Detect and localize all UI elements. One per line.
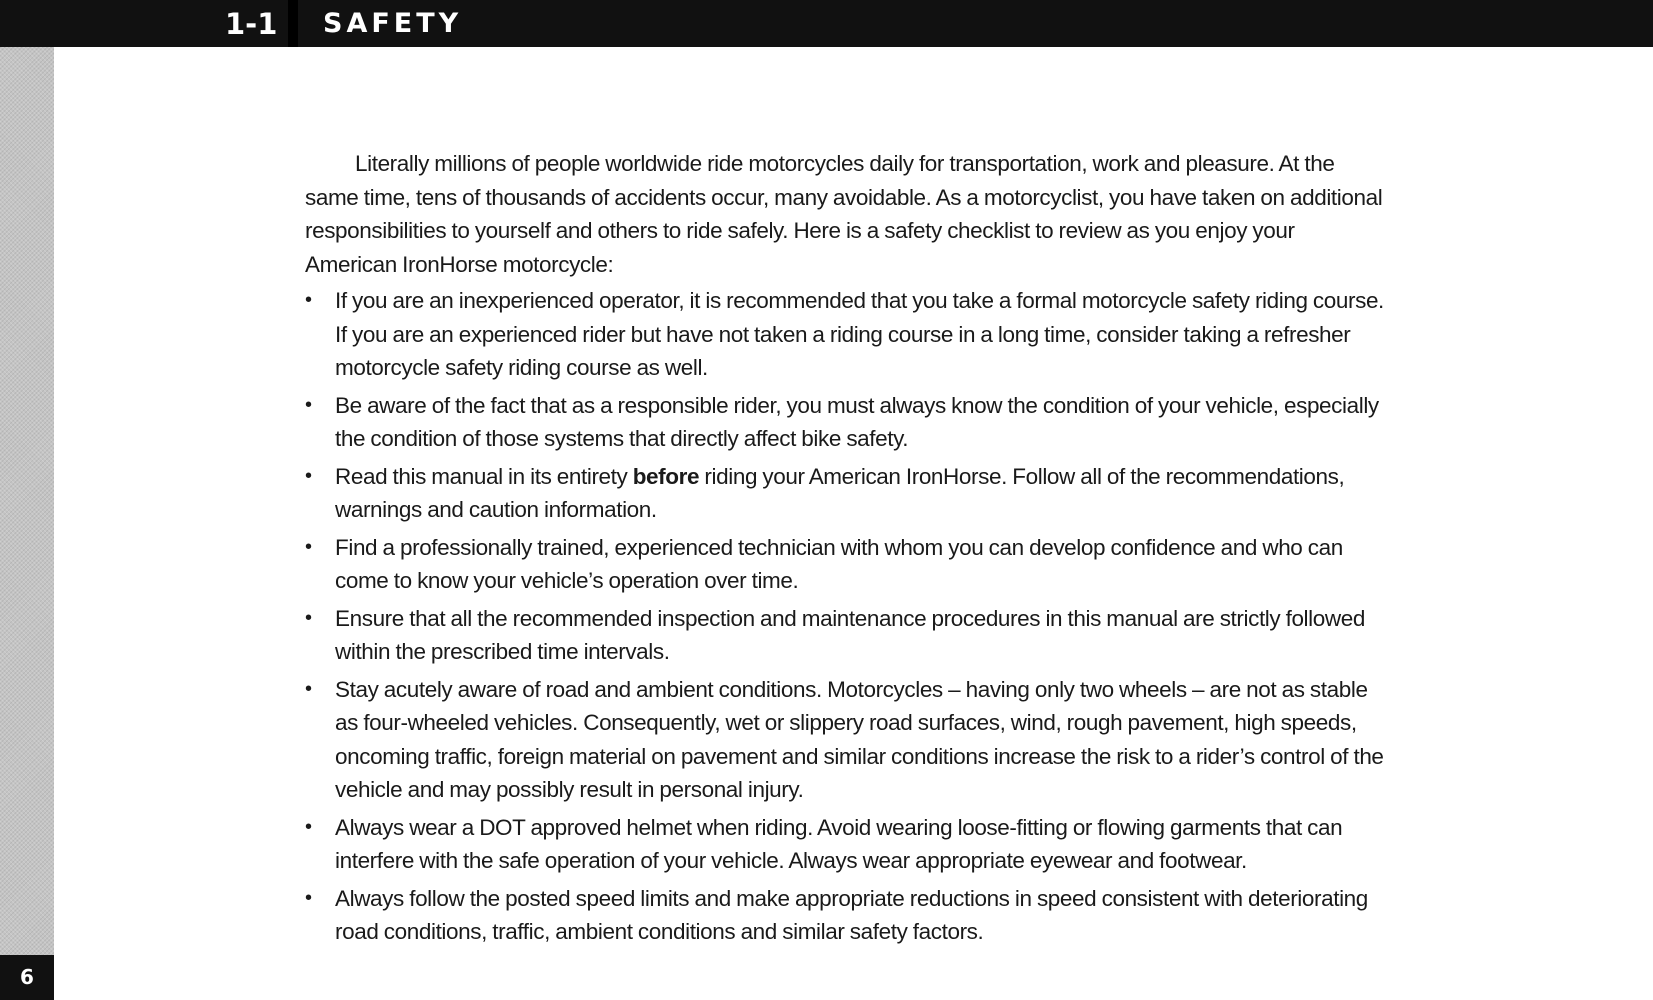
checklist-item-helmet <box>305 811 1385 878</box>
checklist-item-technician <box>305 531 1385 598</box>
emphasis-before: before <box>632 463 700 489</box>
checklist-item-text: Be aware of the fact that as a responsible rider, you must always know the condition of your vehicle, especially the condition of those systems that directly affect bike safety. <box>335 392 1379 451</box>
checklist-item-text: Stay acutely aware of road and ambient conditions. Motorcycles – having only two wheels – are not as stable as four-wheeled vehicles. Consequently, wet or slippery road surfaces, wind, rough pavement, high speeds, oncoming traffic, foreign material on pavement and similar conditions increase the risk to a rider’s control of the vehicle and may possibly result in personal injury. <box>335 676 1384 802</box>
checklist-item-road-conditions <box>305 673 1385 807</box>
checklist-item-text: If you are an inexperienced operator, it is recommended that you take a formal motorcycle safety riding course. If you are an experienced rider but have not taken a riding course in a long time, consider taking a refresher motorcycle safety riding course as well. <box>335 288 1384 380</box>
checklist-item-course <box>305 284 1385 385</box>
checklist-item-speed-limits <box>305 882 1385 949</box>
bullet-icon: • <box>305 606 312 629</box>
bullet-icon: • <box>305 289 312 311</box>
bullet-icon: • <box>305 535 312 558</box>
section-number: 1-1 <box>225 7 278 41</box>
checklist-item-text: Find a professionally trained, experienced technician with whom you can develop confidence and who can come to know your vehicle’s operation over time. <box>335 534 1343 593</box>
intro-paragraph: Literally millions of people worldwide ride motorcycles daily for transportation, work and pleasure. At the same time, tens of thousands of accidents occur, many avoidable. As a motorcyclist, you have taken on additional responsibilities to yourself and others to ride safely. Here is a safety checklist to review as you enjoy your American IronHorse motorcycle: <box>305 151 1383 277</box>
safety-checklist <box>305 284 1385 949</box>
checklist-item-text: Always wear a DOT approved helmet when riding. Avoid wearing loose-fitting or flowing garments that can interfere with the safe operation of your vehicle. Always wear appropriate eyewear and footwear. <box>335 814 1343 873</box>
header-divider <box>288 0 298 47</box>
checklist-item-vehicle-condition <box>305 389 1385 456</box>
page-content <box>305 147 1385 953</box>
checklist-item-text-after: riding your American IronHorse. Follow all of the recommendations, warnings and caution information. <box>335 463 1345 522</box>
checklist-item-maintenance <box>305 602 1385 669</box>
checklist-item-text: Ensure that all the recommended inspection and maintenance procedures in this manual are strictly followed within the prescribed time intervals. <box>335 605 1365 664</box>
checklist-item-read-manual <box>305 460 1385 527</box>
bullet-icon: • <box>305 464 312 487</box>
bullet-icon: • <box>305 393 312 416</box>
page-number: 6 <box>20 965 34 989</box>
section-title: SAFETY <box>323 8 463 39</box>
checklist-item-text: Always follow the posted speed limits and make appropriate reductions in speed consistent with deteriorating road conditions, traffic, ambient conditions and similar safety factors. <box>335 885 1368 944</box>
side-margin-strip <box>0 47 54 1000</box>
bullet-icon: • <box>305 815 312 838</box>
bullet-icon: • <box>305 886 312 909</box>
bullet-icon: • <box>305 677 312 700</box>
checklist-item-text-before: Read this manual in its entirety <box>335 463 633 489</box>
